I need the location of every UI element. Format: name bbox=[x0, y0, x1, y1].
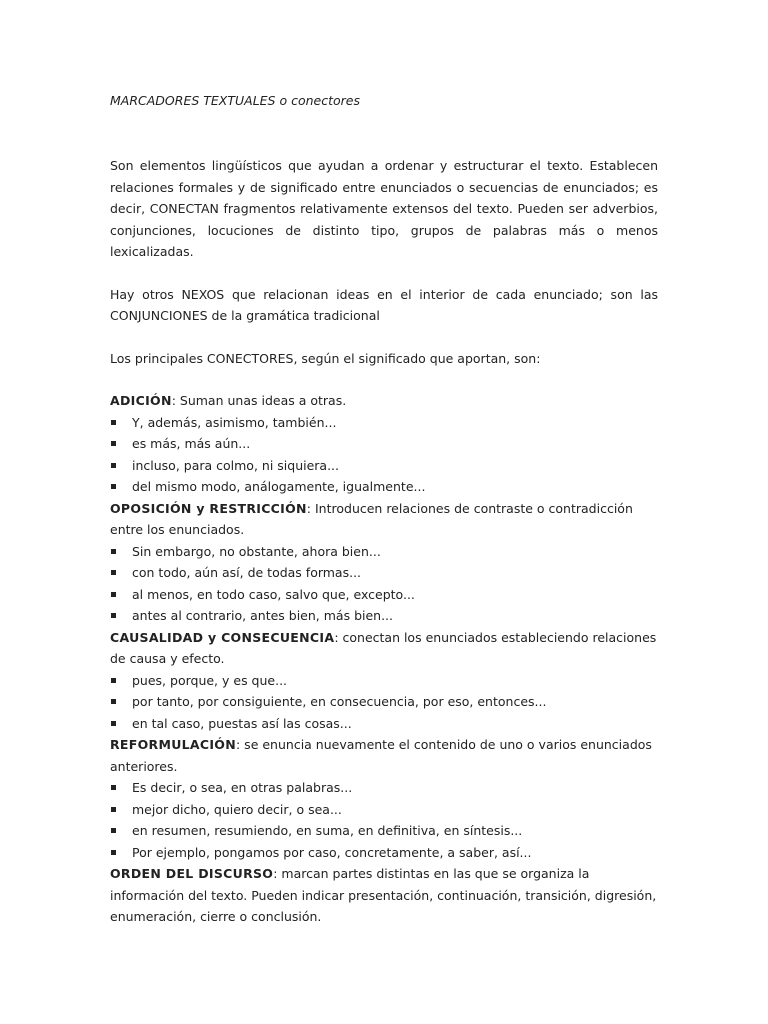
list-item-text: al menos, en todo caso, salvo que, excepto... bbox=[132, 586, 415, 602]
section-label: CAUSALIDAD y CONSECUENCIA bbox=[110, 629, 335, 645]
list-item-text: Es decir, o sea, en otras palabras... bbox=[132, 780, 353, 795]
intro-paragraph: Son elementos lingüísticos que ayudan a ordenar y estructurar el texto. Establecen relaciones formales y de significado entre enunciados o secuencias de enunciados; es decir, CONECTAN fragmentos relativamente extensos del texto. Pueden ser adverbios, conjunciones, locuciones de distinto tipo, grupos de palabras más o menos lexicalizadas. bbox=[110, 158, 658, 259]
square-bullet-icon bbox=[111, 807, 116, 812]
nexos-paragraph: Hay otros NEXOS que relacionan ideas en el interior de cada enunciado; son las CONJUNCIONES de la gramática tradicional bbox=[110, 286, 658, 323]
square-bullet-icon bbox=[111, 828, 116, 833]
square-bullet-icon bbox=[111, 850, 116, 855]
list-item bbox=[110, 691, 658, 713]
square-bullet-icon bbox=[111, 592, 116, 597]
list-item-text: es más, más aún... bbox=[132, 436, 251, 451]
bullet-list bbox=[110, 541, 658, 627]
bullet-list bbox=[110, 777, 658, 863]
list-item bbox=[110, 820, 658, 842]
section-causalidad bbox=[110, 627, 658, 735]
bullet-list bbox=[110, 412, 658, 498]
square-bullet-icon bbox=[111, 678, 116, 683]
section-orden-discurso bbox=[110, 863, 658, 928]
list-item bbox=[110, 842, 658, 864]
section-heading bbox=[110, 390, 658, 412]
section-description: : Suman unas ideas a otras. bbox=[171, 393, 347, 408]
list-item bbox=[110, 541, 658, 563]
list-item-text: pues, porque, y es que... bbox=[132, 672, 288, 688]
list-item bbox=[110, 476, 658, 498]
section-label: OPOSICIÓN y RESTRICCIÓN bbox=[110, 500, 307, 516]
square-bullet-icon bbox=[111, 463, 116, 468]
section-heading bbox=[110, 498, 658, 541]
section-label: REFORMULACIÓN bbox=[110, 737, 236, 752]
section-adicion bbox=[110, 390, 658, 498]
list-item-text: mejor dicho, quiero decir, o sea... bbox=[132, 801, 342, 817]
square-bullet-icon bbox=[111, 420, 116, 425]
section-description: : se enuncia nuevamente el contenido de uno o varios enunciados anteriores. bbox=[110, 737, 652, 774]
list-item bbox=[110, 713, 658, 735]
section-oposicion bbox=[110, 498, 658, 627]
section-reformulacion bbox=[110, 734, 658, 863]
list-item-text: con todo, aún así, de todas formas... bbox=[132, 565, 362, 580]
section-heading bbox=[110, 863, 658, 928]
list-item-text: en tal caso, puestas así las cosas... bbox=[132, 715, 352, 731]
section-label: ORDEN DEL DISCURSO bbox=[110, 866, 274, 881]
list-item-text: por tanto, por consiguiente, en consecuencia, por eso, entonces... bbox=[132, 694, 547, 709]
list-item-text: en resumen, resumiendo, en suma, en definitiva, en síntesis... bbox=[132, 823, 523, 838]
list-item-text: Sin embargo, no obstante, ahora bien... bbox=[132, 543, 381, 559]
section-label: ADICIÓN bbox=[110, 393, 172, 408]
document-title: MARCADORES TEXTUALES o conectores bbox=[110, 93, 360, 108]
principales-paragraph: Los principales CONECTORES, según el significado que aportan, son: bbox=[110, 350, 541, 366]
list-item-text: Por ejemplo, pongamos por caso, concretamente, a saber, así... bbox=[132, 844, 532, 860]
list-item-text: incluso, para colmo, ni siquiera... bbox=[132, 457, 339, 473]
list-item bbox=[110, 670, 658, 692]
square-bullet-icon bbox=[111, 549, 116, 554]
list-item bbox=[110, 777, 658, 799]
bullet-list bbox=[110, 670, 658, 735]
list-item bbox=[110, 605, 658, 627]
square-bullet-icon bbox=[111, 785, 116, 790]
section-heading bbox=[110, 734, 658, 777]
section-description: : Introducen relaciones de contraste o contradicción entre los enunciados. bbox=[110, 500, 633, 537]
section-description: : conectan los enunciados estableciendo relaciones de causa y efecto. bbox=[110, 629, 657, 666]
square-bullet-icon bbox=[111, 721, 116, 726]
section-heading bbox=[110, 627, 658, 670]
square-bullet-icon bbox=[111, 441, 116, 446]
list-item bbox=[110, 455, 658, 477]
list-item bbox=[110, 584, 658, 606]
list-item bbox=[110, 433, 658, 455]
section-description: : marcan partes distintas en las que se organiza la información del texto. Pueden indicar presentación, continuación, transición, digresión, enumeración, cierre o conclusión. bbox=[110, 866, 657, 924]
list-item bbox=[110, 562, 658, 584]
square-bullet-icon bbox=[111, 484, 116, 489]
square-bullet-icon bbox=[111, 699, 116, 704]
list-item bbox=[110, 412, 658, 434]
list-item-text: Y, además, asimismo, también... bbox=[132, 414, 337, 430]
square-bullet-icon bbox=[111, 613, 116, 618]
list-item-text: antes al contrario, antes bien, más bien... bbox=[132, 608, 394, 623]
square-bullet-icon bbox=[111, 570, 116, 575]
list-item-text: del mismo modo, análogamente, igualmente... bbox=[132, 479, 426, 494]
list-item bbox=[110, 799, 658, 821]
